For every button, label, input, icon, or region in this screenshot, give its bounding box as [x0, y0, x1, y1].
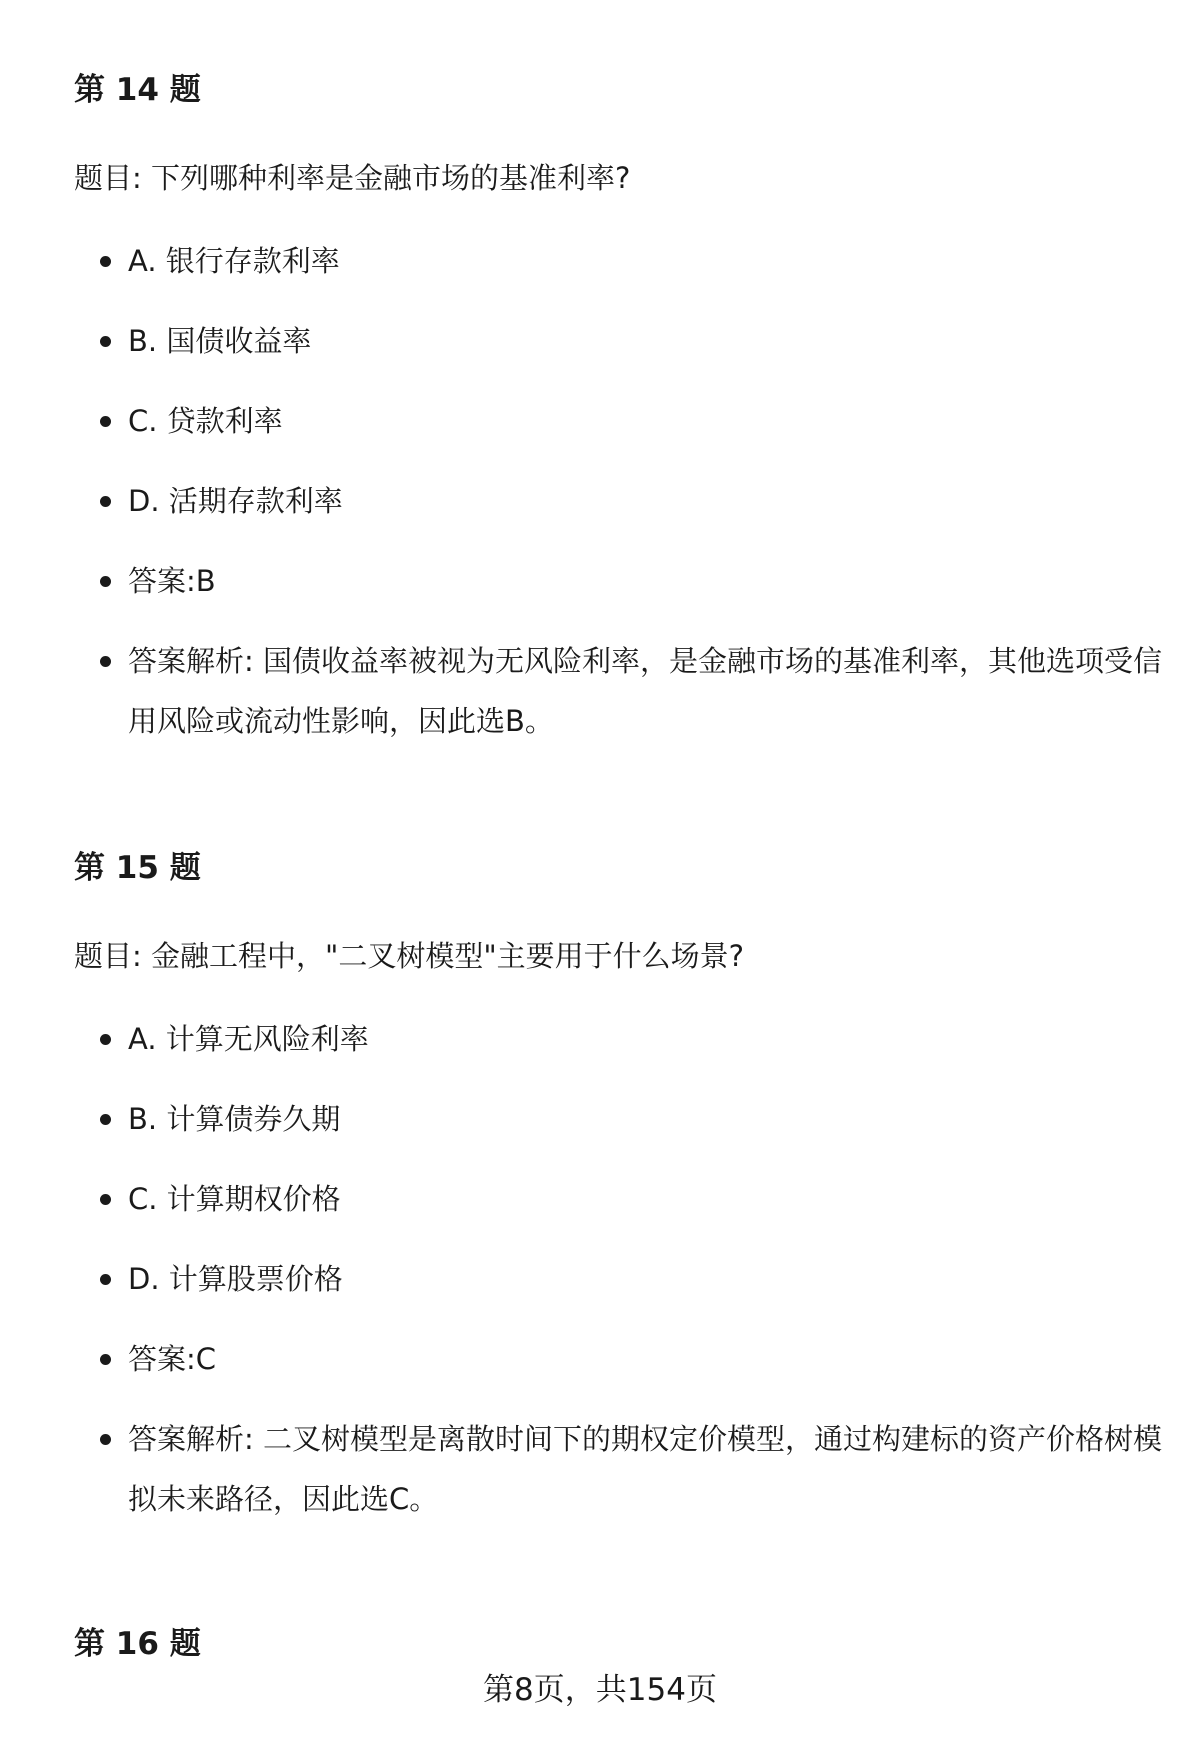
explanation-line: [74, 631, 1164, 751]
option-label: D. 活期存款利率: [128, 484, 343, 518]
question-15: [74, 848, 1164, 1529]
option-label: B. 计算债券久期: [128, 1102, 341, 1136]
explanation-text: 答案解析: 国债收益率被视为无风险利率，是金融市场的基准利率，其他选项受信用风险或流动性影响，因此选B。: [128, 644, 1162, 738]
bullet-icon: [100, 1034, 111, 1045]
option-label: B. 国债收益率: [128, 324, 312, 358]
option-label: A. 银行存款利率: [128, 244, 340, 278]
bullet-icon: [100, 256, 111, 267]
option-c: [74, 1169, 1164, 1229]
option-label: A. 计算无风险利率: [128, 1022, 369, 1056]
answer-line: [74, 551, 1164, 611]
option-b: [74, 311, 1164, 371]
question-stem: 题目: 金融工程中，"二叉树模型"主要用于什么场景?: [74, 939, 745, 973]
bullet-icon: [100, 1114, 111, 1125]
answer-line: [74, 1329, 1164, 1389]
bullet-icon: [100, 1354, 111, 1365]
question-heading: 第 16 题: [74, 1626, 201, 1662]
option-label: D. 计算股票价格: [128, 1262, 343, 1296]
bullet-icon: [100, 1274, 111, 1285]
option-c: [74, 391, 1164, 451]
question-options: [74, 231, 1164, 751]
bullet-icon: [100, 576, 111, 587]
page-number: 第8页，共154页: [483, 1672, 717, 1708]
question-14: [74, 70, 1164, 751]
option-b: [74, 1089, 1164, 1149]
question-heading: 第 15 题: [74, 850, 201, 886]
question-16: [74, 1624, 1164, 1664]
answer-label: 答案:B: [128, 564, 216, 598]
bullet-icon: [100, 656, 111, 667]
option-a: [74, 231, 1164, 291]
question-options: [74, 1009, 1164, 1529]
option-d: [74, 1249, 1164, 1309]
bullet-icon: [100, 416, 111, 427]
bullet-icon: [100, 1434, 111, 1445]
question-stem: 题目: 下列哪种利率是金融市场的基准利率?: [74, 161, 631, 195]
answer-label: 答案:C: [128, 1342, 217, 1376]
explanation-line: [74, 1409, 1164, 1529]
bullet-icon: [100, 1194, 111, 1205]
question-heading: 第 14 题: [74, 72, 201, 108]
bullet-icon: [100, 336, 111, 347]
option-label: C. 贷款利率: [128, 404, 283, 438]
explanation-text: 答案解析: 二叉树模型是离散时间下的期权定价模型，通过构建标的资产价格树模拟未来路径，因此选C。: [128, 1422, 1162, 1516]
option-d: [74, 471, 1164, 531]
option-label: C. 计算期权价格: [128, 1182, 341, 1216]
bullet-icon: [100, 496, 111, 507]
option-a: [74, 1009, 1164, 1069]
